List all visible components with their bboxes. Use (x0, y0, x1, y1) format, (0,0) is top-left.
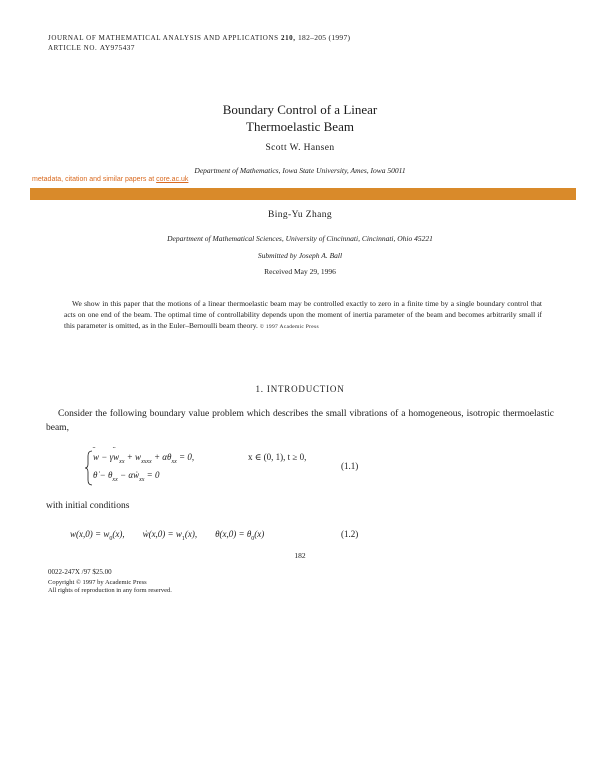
affiliation-1: Department of Mathematics, Iowa State University, Ames, Iowa 50011 (194, 166, 406, 175)
abstract-copyright: © 1997 Academic Press (259, 323, 319, 330)
equation-1-1-line-2: θ̇ − $\theta_{xx}$ − αẇ$_{xx}$ = 0 (93, 470, 160, 483)
equation-1-1-domain (248, 452, 306, 463)
equation-domain-text: x ∈ (0, 1), t ≥ 0, (248, 452, 307, 462)
author-1: Scott W. Hansen (265, 143, 335, 153)
abstract (64, 299, 542, 332)
journal-volume: 210, (280, 34, 296, 42)
submitted-by: Submitted by Joseph A. Ball (257, 251, 343, 260)
section-heading: 1. INTRODUCTION (255, 384, 345, 394)
equation-1-2: $w(x,0) = w_0(x)$, ẇ(x,0) = $w_1(x)$, $\theta(x,0) = \theta_0(x)$ (70, 529, 265, 542)
journal-pages-year: 182–205 (1997) (298, 33, 351, 42)
affiliation-2: Department of Mathematical Sciences, University of Cincinnati, Cincinnati, Ohio 45221 (167, 234, 433, 243)
core-link[interactable]: core.ac.uk (156, 176, 189, 183)
journal-name: JOURNAL OF MATHEMATICAL ANALYSIS AND APPLICATIONS (48, 34, 279, 42)
initial-conditions-paragraph (46, 499, 554, 513)
core-banner-link[interactable] (32, 176, 188, 183)
equation-number-1-2: (1.2) (341, 529, 359, 539)
page-footer (48, 568, 172, 595)
abstract-text: We show in this paper that the motions of a linear thermoelastic beam may be controlled exactly to zero in a finite time by a single boundary control that acts on one end of the beam. The optimal time of controllability depends upon the moment of inertia parameter of the beam and becomes arbitrarily small if this parameter is omitted, as in the Euler–Bernoulli beam theory. (64, 299, 542, 330)
intro-text: Consider the following boundary value problem which describes the small vibrations of a homogeneous, isotropic thermoelastic beam, (46, 409, 554, 433)
equation-number-1-1: (1.1) (341, 461, 359, 471)
received-date: Received May 29, 1996 (264, 267, 336, 276)
equation-1-1-line-1: w − γw $_{xx} + w_{xxxx} + \alpha\theta_{xx} = 0$, (93, 452, 195, 465)
footer-price: 0022-247X /97 $25.00 (48, 568, 112, 576)
intro-paragraph (46, 407, 554, 435)
author-2: Bing-Yu Zhang (267, 210, 333, 220)
title-line-2: Thermoelastic Beam (246, 119, 354, 134)
core-banner-bar (30, 188, 576, 200)
footer-rights: All rights of reproduction in any form reserved. (48, 587, 172, 594)
paper-title (0, 101, 600, 135)
journal-header (48, 33, 350, 53)
article-number: AY975437 (99, 43, 135, 52)
footer-copyright: Copyright © 1997 by Academic Press (48, 579, 147, 586)
core-banner-text: metadata, citation and similar papers at (32, 176, 157, 183)
initial-conditions-text: with initial conditions (46, 501, 130, 511)
title-line-1: Boundary Control of a Linear (222, 102, 378, 117)
article-label: ARTICLE NO. (48, 44, 98, 52)
page-number: 182 (294, 551, 306, 560)
